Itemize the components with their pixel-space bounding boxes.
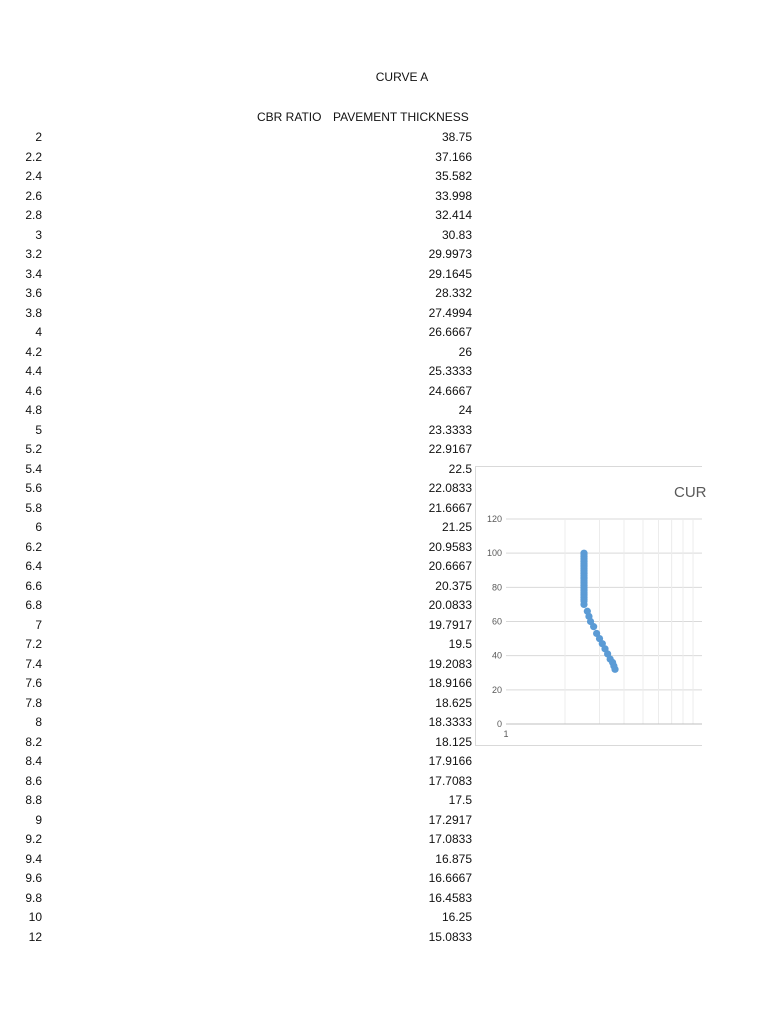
cbr-ratio-cell: 6.2 <box>25 539 42 554</box>
pavement-thickness-cell: 29.1645 <box>428 266 472 281</box>
y-tick-label: 60 <box>491 616 502 627</box>
cbr-ratio-cell: 3 <box>35 227 42 242</box>
table-row <box>0 772 480 791</box>
cbr-ratio-cell: 6.6 <box>25 578 42 593</box>
pavement-thickness-cell: 35.582 <box>435 169 472 183</box>
pavement-thickness-cell: 26.6667 <box>428 325 472 339</box>
y-tick-label: 80 <box>491 582 502 593</box>
pavement-thickness-cell: 17.7083 <box>428 773 472 788</box>
cbr-ratio-cell: 9.4 <box>25 851 42 866</box>
header-cbr-ratio: CBR RATIO <box>257 110 322 124</box>
cbr-ratio-cell: 8.2 <box>25 734 42 749</box>
cbr-ratio-cell: 9.2 <box>25 832 42 846</box>
table-row <box>0 830 480 849</box>
pavement-thickness-cell: 19.5 <box>448 637 472 651</box>
cbr-ratio-cell: 5 <box>35 422 42 437</box>
pavement-thickness-cell: 17.9166 <box>428 754 472 768</box>
chart-panel[interactable] <box>475 466 707 746</box>
table-row <box>0 226 480 245</box>
table-row <box>0 148 480 167</box>
table-row <box>0 265 480 284</box>
y-tick-label: 120 <box>486 514 502 524</box>
y-tick-label: 20 <box>491 684 502 695</box>
table-row <box>0 752 480 771</box>
pavement-thickness-cell: 21.25 <box>441 520 472 534</box>
pavement-thickness-cell: 37.166 <box>435 149 472 164</box>
table-row <box>0 557 480 576</box>
cbr-ratio-cell: 8.8 <box>25 793 42 807</box>
table-row <box>0 694 480 713</box>
pavement-thickness-cell: 18.3333 <box>428 715 472 729</box>
y-tick-label: 100 <box>486 548 502 559</box>
pavement-thickness-cell: 28.332 <box>435 286 472 300</box>
data-point <box>580 601 587 608</box>
cbr-ratio-cell: 2.2 <box>25 149 42 164</box>
table-row <box>0 206 480 225</box>
table-row <box>0 401 480 420</box>
table-row <box>0 908 480 927</box>
table-row <box>0 889 480 908</box>
y-tick-label: 40 <box>491 650 502 661</box>
table-row <box>0 674 480 693</box>
pavement-thickness-cell: 22.5 <box>448 461 472 476</box>
pavement-thickness-cell: 18.9166 <box>428 676 472 690</box>
cbr-ratio-cell: 3.6 <box>25 286 42 300</box>
cbr-ratio-cell: 3.2 <box>25 247 42 261</box>
cbr-ratio-cell: 7.2 <box>25 637 42 651</box>
cbr-ratio-cell: 5.6 <box>25 481 42 495</box>
table-row <box>0 382 480 401</box>
table-row <box>0 479 480 498</box>
table-row <box>0 811 480 830</box>
cbr-ratio-cell: 9 <box>35 812 42 827</box>
pavement-thickness-cell: 27.4994 <box>428 305 472 320</box>
pavement-thickness-cell: 29.9973 <box>428 247 472 261</box>
pavement-thickness-cell: 20.6667 <box>428 559 472 573</box>
cbr-ratio-cell: 3.8 <box>25 305 42 320</box>
table-row <box>0 245 480 264</box>
table-row <box>0 304 480 323</box>
table-row <box>0 596 480 615</box>
pavement-thickness-cell: 22.0833 <box>428 481 472 495</box>
table-row <box>0 323 480 342</box>
cbr-ratio-cell: 7 <box>35 617 42 632</box>
table-row <box>0 928 480 947</box>
table-row <box>0 362 480 381</box>
pavement-thickness-cell: 32.414 <box>435 208 472 222</box>
pavement-thickness-cell: 17.5 <box>448 793 472 807</box>
cbr-ratio-cell: 9.6 <box>25 871 42 885</box>
sheet-title: CURVE A <box>375 70 429 84</box>
table-row <box>0 343 480 362</box>
chart-svg <box>476 467 707 745</box>
pavement-thickness-cell: 16.25 <box>441 910 472 924</box>
cbr-ratio-cell: 2.4 <box>25 169 42 183</box>
table-row <box>0 616 480 635</box>
cbr-ratio-cell: 4 <box>35 325 42 339</box>
pavement-thickness-cell: 19.2083 <box>428 656 472 671</box>
cbr-ratio-cell: 10 <box>28 910 42 924</box>
table-row <box>0 128 480 147</box>
pavement-thickness-cell: 20.375 <box>435 578 472 593</box>
cbr-ratio-cell: 8.6 <box>25 773 42 788</box>
cbr-ratio-cell: 4.2 <box>25 344 42 359</box>
y-tick-label: 0 <box>496 719 502 729</box>
cbr-ratio-cell: 7.6 <box>25 676 42 690</box>
pavement-thickness-cell: 18.125 <box>435 734 472 749</box>
cbr-ratio-cell: 4.8 <box>25 403 42 417</box>
cbr-ratio-cell: 12 <box>28 929 42 944</box>
pavement-thickness-cell: 16.4583 <box>428 890 472 905</box>
cbr-ratio-cell: 7.8 <box>25 695 42 710</box>
pavement-thickness-cell: 21.6667 <box>428 500 472 515</box>
table-row <box>0 733 480 752</box>
table-row <box>0 577 480 596</box>
cbr-ratio-cell: 6 <box>35 520 42 534</box>
cbr-ratio-cell: 2.8 <box>25 208 42 222</box>
pavement-thickness-cell: 20.9583 <box>428 539 472 554</box>
cbr-ratio-cell: 5.8 <box>25 500 42 515</box>
cbr-ratio-cell: 6.4 <box>25 559 42 573</box>
cbr-ratio-cell: 7.4 <box>25 656 42 671</box>
table-row <box>0 655 480 674</box>
cbr-ratio-cell: 8 <box>35 715 42 729</box>
pavement-thickness-cell: 26 <box>458 344 472 359</box>
cbr-ratio-cell: 9.8 <box>25 890 42 905</box>
table-row <box>0 635 480 654</box>
pavement-thickness-cell: 16.6667 <box>428 871 472 885</box>
cbr-ratio-cell: 4.4 <box>25 364 42 378</box>
table-row <box>0 167 480 186</box>
pavement-thickness-cell: 33.998 <box>435 188 472 203</box>
table-row <box>0 713 480 732</box>
data-point <box>590 623 597 630</box>
pavement-thickness-cell: 19.7917 <box>428 617 472 632</box>
table-row <box>0 538 480 557</box>
cbr-ratio-cell: 3.4 <box>25 266 42 281</box>
cbr-ratio-cell: 8.4 <box>25 754 42 768</box>
pavement-thickness-cell: 30.83 <box>441 227 472 242</box>
table-row <box>0 421 480 440</box>
cbr-ratio-cell: 5.4 <box>25 461 42 476</box>
pavement-thickness-cell: 18.625 <box>435 695 472 710</box>
cbr-ratio-cell: 4.6 <box>25 383 42 398</box>
pavement-thickness-cell: 16.875 <box>435 851 472 866</box>
table-row <box>0 518 480 537</box>
table-row <box>0 791 480 810</box>
table-row <box>0 284 480 303</box>
pavement-thickness-cell: 22.9167 <box>428 442 472 456</box>
data-point <box>611 666 618 673</box>
header-pavement-thickness: PAVEMENT THICKNESS <box>333 110 469 124</box>
cbr-ratio-cell: 2.6 <box>25 188 42 203</box>
cbr-ratio-cell: 5.2 <box>25 442 42 456</box>
pavement-thickness-cell: 20.0833 <box>428 598 472 612</box>
pavement-thickness-cell: 25.3333 <box>428 364 472 378</box>
table-row <box>0 440 480 459</box>
pavement-thickness-cell: 24 <box>458 403 472 417</box>
pavement-thickness-cell: 15.0833 <box>428 929 472 944</box>
pavement-thickness-cell: 17.0833 <box>428 832 472 846</box>
pavement-thickness-cell: 17.2917 <box>428 812 472 827</box>
pavement-thickness-cell: 38.75 <box>441 130 472 144</box>
chart-title: CUR <box>674 484 707 501</box>
x-tick-label: 1 <box>503 729 509 739</box>
table-row <box>0 460 480 479</box>
table-row <box>0 869 480 888</box>
pavement-thickness-cell: 23.3333 <box>428 422 472 437</box>
cbr-ratio-cell: 2 <box>35 130 42 144</box>
cbr-ratio-cell: 6.8 <box>25 598 42 612</box>
table-row <box>0 499 480 518</box>
table-row <box>0 187 480 206</box>
table-row <box>0 850 480 869</box>
pavement-thickness-cell: 24.6667 <box>428 383 472 398</box>
